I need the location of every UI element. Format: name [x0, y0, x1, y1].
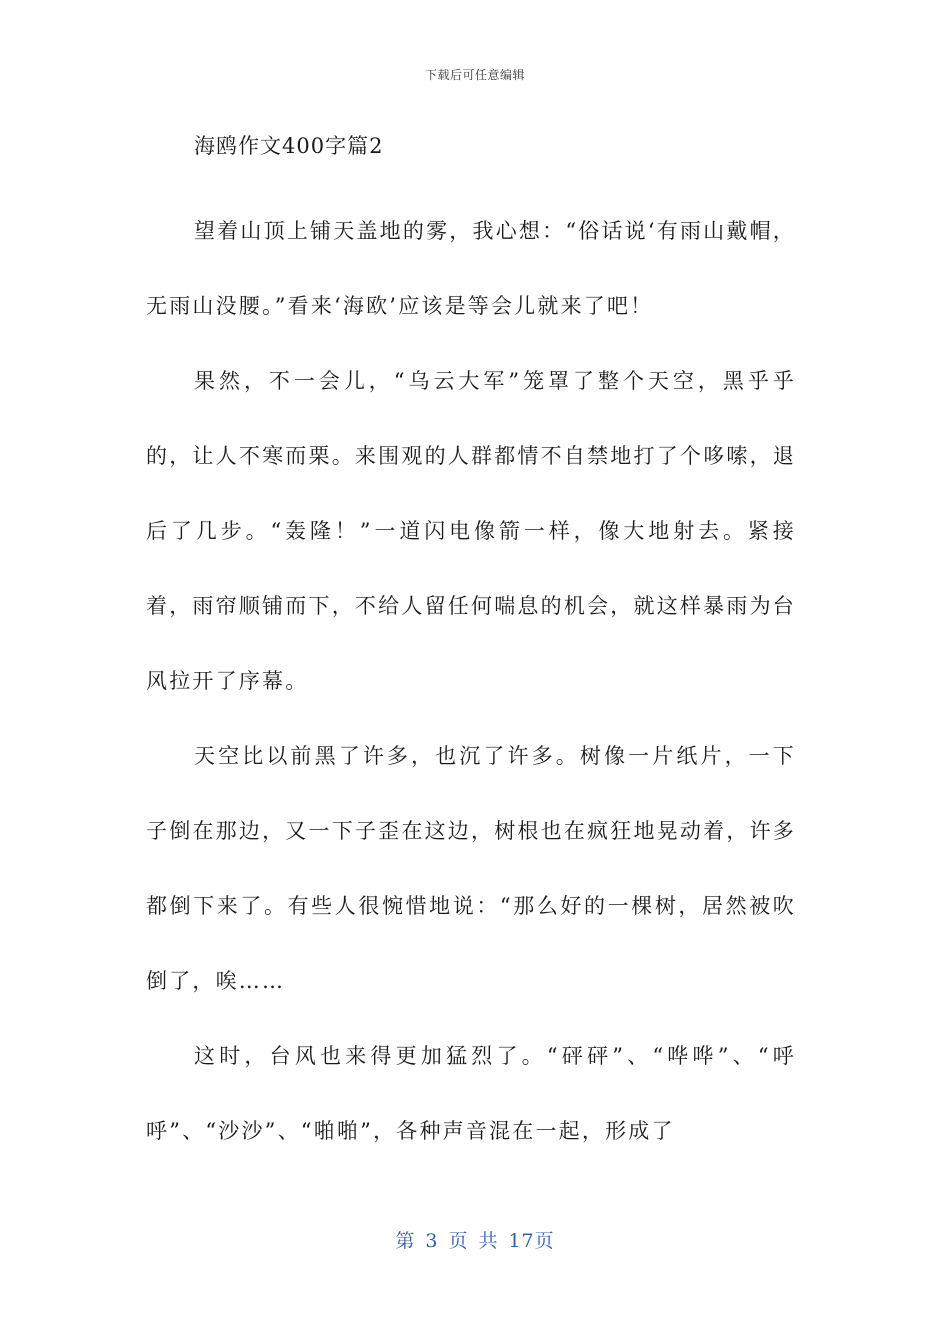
- footer-total-pages: 17页: [508, 1230, 555, 1252]
- page-footer: [0, 1226, 950, 1253]
- footer-current-page: 3: [425, 1230, 439, 1252]
- document-body: [146, 128, 796, 1169]
- paragraph: 这时，台风也来得更加猛烈了。“砰砰”、“哗哗”、“呼呼”、“沙沙”、“啪啪”，各种声音混在一起，形成了: [146, 1044, 796, 1143]
- header-note: 下载后可任意编辑: [424, 68, 525, 82]
- footer-total-label: 共: [478, 1230, 499, 1252]
- paragraph: 天空比以前黑了许多，也沉了许多。树像一片纸片，一下子倒在那边，又一下子歪在这边，树根也在疯狂地晃动着，许多都倒下来了。有些人很惋惜地说：“那么好的一棵树，居然被吹倒了，唉……: [146, 744, 796, 993]
- document-title: 海鸥作文400字篇2: [194, 134, 384, 158]
- paragraph: 果然，不一会儿，“乌云大军”笼罩了整个天空，黑乎乎的，让人不寒而栗。来围观的人群都情不自禁地打了个哆嗦，退后了几步。“轰隆！”一道闪电像箭一样，像大地射去。紧接着，雨帘顺铺而下，不给人留任何喘息的机会，就这样暴雨为台风拉开了序幕。: [146, 369, 796, 693]
- paragraph: 望着山顶上铺天盖地的雾，我心想：“俗话说‘有雨山戴帽，无雨山没腰。”看来‘海欧’应该是等会儿就来了吧！: [146, 219, 796, 318]
- footer-page-unit: 页: [448, 1230, 469, 1252]
- footer-page-label: 第: [395, 1230, 416, 1252]
